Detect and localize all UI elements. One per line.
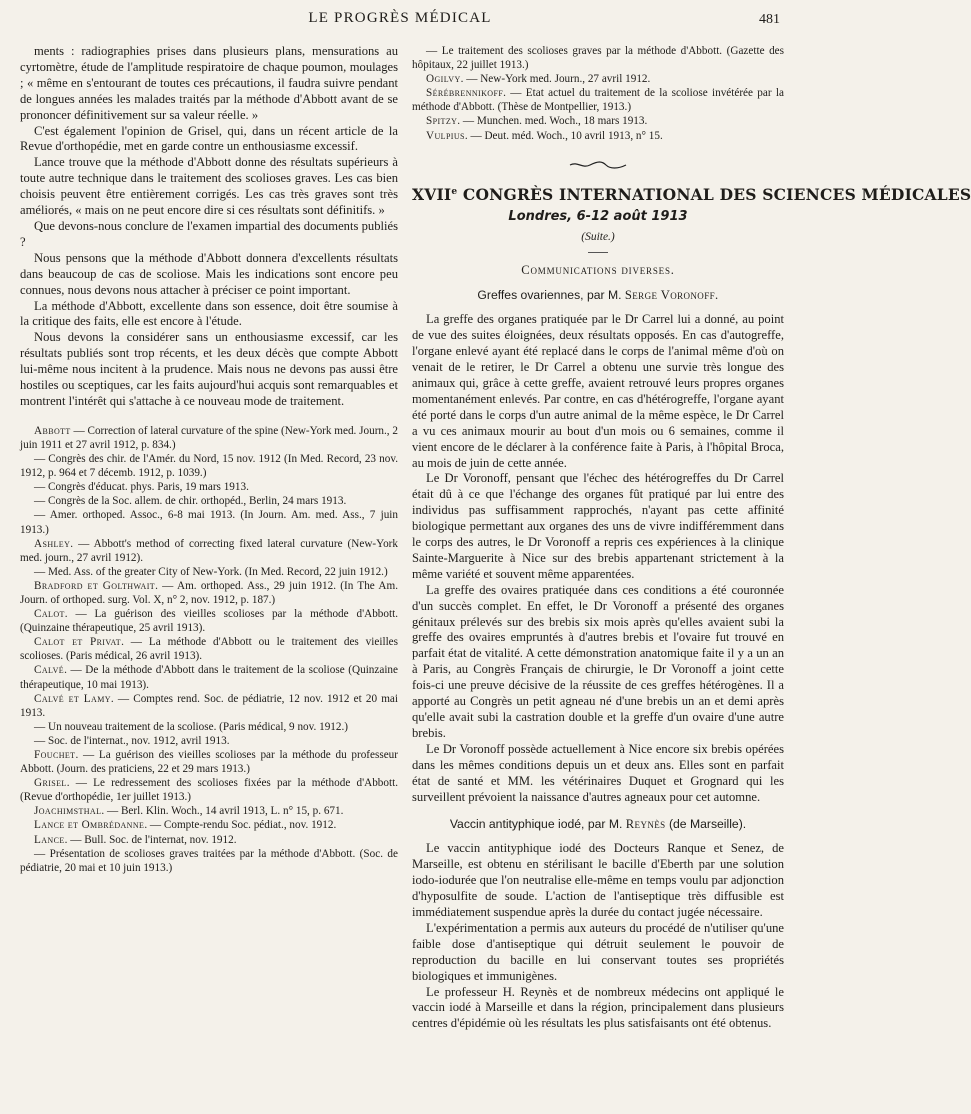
- reference-entry: [412, 114, 784, 128]
- reference-text: — Congrès d'éducat. phys. Paris, 19 mars 1913.: [34, 481, 249, 494]
- paragraph: La greffe des ovaires pratiquée dans ces conditions a été couronnée d'un succès complet. En effet, le Dr Voronoff a présenté des organes génitaux prélevés sur des brebis six mois après qu'elles avaient subi la greffe des ovaires empruntés à d'autres brebis et l'ovaire fut trouvé en parfait état de vitalité. A cette démonstration anatomique faite il y a un an à Paris, au Congrès Français de chirurgie, le Dr Voronoff a joint cette fois-ci une preuve décisive de la réussite de ces greffes hétérogènes. Il a apporté au Congrès un petit agneau né d'une brebis un an et demi après qu'elle avait subi la castration double et la greffe d'un ovaire d'une autre brebis.: [412, 582, 784, 740]
- reference-text: — Soc. de l'internat., nov. 1912, avril 1913.: [34, 734, 230, 747]
- reference-entry: [20, 748, 398, 776]
- reference-text: . — Deut. méd. Woch., 10 avril 1913, n° 15.: [464, 129, 663, 142]
- flourish-icon: [568, 159, 628, 171]
- reference-text: — Le traitement des scolioses graves par la méthode d'Abbott. (Gazette des hôpitaux, 22 juillet 1913.): [412, 45, 784, 72]
- reference-entry: [412, 129, 784, 143]
- reference-text: — Un nouveau traitement de la scoliose. (Paris médical, 9 nov. 1912.): [34, 720, 348, 733]
- reference-text: — Amer. orthoped. Assoc., 6-8 mai 1913. (In Journ. Am. med. Ass., 7 juin 1913.): [20, 509, 398, 536]
- reference-entry: [412, 86, 784, 114]
- suite-note: (Suite.): [581, 230, 615, 243]
- reference-author: Vulpius: [426, 129, 465, 142]
- reference-author: Ashley: [34, 537, 71, 550]
- reference-author: Calot et Privat: [34, 636, 122, 649]
- left-column: [20, 44, 398, 1104]
- reference-text: . — Bull. Soc. de l'internat, nov. 1912.: [64, 833, 237, 846]
- reference-text: . — La guérison des vieilles scolioses par la méthode d'Abbott. (Quinzaine thérapeutique, 25 avril 1913).: [20, 608, 398, 635]
- paragraph: Le vaccin antityphique iodé des Docteurs Ranque et Senez, de Marseille, est obtenu en stérilisant le bacille d'Eberth par une solution iodo-iodurée que l'on neutralise elle-même en temps voulu par adjonction d'hyposulfite de soude. L'action de l'antiseptique très diffusible est immédiatement suspendue après la durée du contact jugée nécessaire.: [412, 841, 784, 919]
- article-author: Serge Voronoff.: [624, 288, 719, 303]
- page-number: 481: [759, 12, 780, 27]
- paragraph: La greffe des organes pratiquée par le Dr Carrel lui a donné, au point de vue des suites éloignées, deux résultats opposés. En cas d'autogreffe, l'organe enlevé ayant été replacé dans le corps de l'animal même d'où on venait de le retirer, le Dr Carrel a obtenu une survie très longue des animaux qui, grâce à cette greffe, avaient retrouvé leurs propres organes momentanément enlevés. Par contre, en cas d'hétérogreffe, l'organe ayant été porté dans le corps d'un autre animal de la même espèce, le Dr Carrel a vu ces animaux mourir au bout d'un mois ou 6 semaines, comme il vient encore de le déclarer à la conférence faite à Paris, à l'hôpital Broca, au mois de juin de cette année.: [412, 312, 784, 470]
- reference-text: . — La méthode d'Abbott ou le traitement des vieilles scolioses. (Paris médical, 26 avril 1913).: [20, 636, 398, 663]
- reference-text: . — Comptes rend. Soc. de pédiatrie, 12 nov. 1912 et 20 mai 1913.: [20, 692, 398, 719]
- paragraph: L'expérimentation a permis aux auteurs du procédé de n'utiliser qu'une faible dose d'antiseptique qui détruit seulement le pouvoir de reproduction du bacille en lui conservant toutes ses propriétés biologiques et immunigènes.: [412, 920, 784, 983]
- reference-entry: [20, 720, 398, 734]
- paragraph: Nous pensons que la méthode d'Abbott donnera d'excellents résultats dans beaucoup de cas de scoliose. Mais les indications sont encore peu connues, nous devons nous attacher à préciser ce point important.: [20, 250, 398, 297]
- right-column: [412, 44, 971, 1104]
- paragraph: C'est également l'opinion de Grisel, qui, dans un récent article de la Revue d'orthopédie, met en garde contre un enthousiasme excessif.: [20, 123, 398, 154]
- reference-entry: [20, 833, 398, 847]
- reference-text: . — Abbott's method of correcting fixed lateral curvature (New-York med. journ., 27 avril 1912).: [20, 537, 398, 564]
- article-title-vaccin: [412, 817, 784, 833]
- reference-entry: [20, 494, 398, 508]
- reference-author: Ogilvy: [426, 73, 461, 86]
- bibliography-left: [20, 424, 398, 875]
- reference-author: Lance: [34, 833, 65, 846]
- reference-author: Abbott: [34, 424, 71, 437]
- article-title-greffes: [412, 288, 784, 304]
- reference-entry: [20, 635, 398, 663]
- paragraph: Le professeur H. Reynès et de nombreux médecins ont appliqué le vaccin iodé à Marseille et dans la région, principalement dans plusieurs centres d'épidémie où les résultats les plus satisfaisants ont été obtenus.: [412, 984, 784, 1031]
- reference-text: . — Compte-rendu Soc. pédiat., nov. 1912.: [144, 819, 337, 832]
- reference-entry: [20, 579, 398, 607]
- reference-author: Calvé et Lamy: [34, 692, 111, 705]
- reference-author: Calvé: [34, 664, 65, 677]
- reference-text: . — Munchen. med. Woch., 18 mars 1913.: [457, 115, 648, 128]
- reference-entry: [412, 72, 784, 86]
- reference-author: Spitzy: [426, 115, 458, 128]
- ornament-divider: [412, 159, 784, 173]
- paragraph: ments : radiographies prises dans plusieurs plans, mensurations au cyrtomètre, étude de l'amplitude respiratoire de chaque poumon, moulages ; « même en s'entourant de toutes ces précautions, il faudra suivre pendant de longues années les malades traités par la méthode d'Abbott avant de se prononcer définitivement sur sa valeur réelle. »: [20, 44, 398, 122]
- article-author-suffix: (de Marseille).: [665, 817, 747, 832]
- reference-text: . — Etat actuel du traitement de la scoliose invétérée par la méthode d'Abbott. (Thèse de Montpellier, 1913.): [412, 87, 784, 114]
- congress-title: CONGRÈS INTERNATIONAL DES SCIENCES MÉDICALES: [462, 184, 971, 204]
- reference-entry: [20, 692, 398, 720]
- reference-author: Lance et Ombrédanne: [34, 819, 145, 832]
- paragraph: Que devons-nous conclure de l'examen impartial des documents publiés ?: [20, 218, 398, 249]
- short-rule: [588, 252, 608, 253]
- reference-author: Grisel: [34, 777, 67, 790]
- reference-text: . — Am. orthoped. Ass., 29 juin 1912. (In The Am. Journ. of orthoped. surg. Vol. X, n° 2, nov. 1912, p. 187.): [20, 579, 399, 606]
- journal-title: LE PROGRÈS MÉDICAL: [308, 10, 492, 26]
- left-body: [20, 44, 398, 410]
- reference-text: — Med. Ass. of the greater City of New-York. (In Med. Record, 22 juin 1912.): [34, 565, 388, 578]
- reference-entry: [20, 818, 398, 832]
- paragraph: La méthode d'Abbott, excellente dans son essence, doit être soumise à la critique des faits, elle est encore à l'étude.: [20, 298, 398, 329]
- reference-entry: [20, 452, 398, 480]
- reference-text: — Congrès de la Soc. allem. de chir. orthopéd., Berlin, 24 mars 1913.: [34, 495, 347, 508]
- paragraph: Nous devons la considérer sans un enthousiasme excessif, car les résultats publiés sont trop récents, et les deux décès que compte Abbott lui-même nous incitent à la prudence. Mais nous ne devons pas aussi être hostiles ou sceptiques, car les faits aujourd'hui acquis sont remarquables et montrent l'intérêt qui s'attache à ce nouveau mode de traitement.: [20, 330, 398, 408]
- reference-author: Joachimsthal: [34, 805, 102, 818]
- section-heading: Communications diverses.: [521, 262, 675, 277]
- reference-entry: [20, 663, 398, 691]
- paragraph: Le Dr Voronoff possède actuellement à Nice encore six brebis opérées dans les mêmes conditions depuis un et deux ans. Elles sont en parfait état de santé et MM. les vétérinaires Duquet et Grognard qui les surveillent prévoient la naissance d'autres agneaux pour cet automne.: [412, 741, 784, 804]
- paragraph: Lance trouve que la méthode d'Abbott donne des résultats supérieurs à toute autre technique dans le traitement des scolioses graves. Les cas bien choisis peuvent être entièrement corrigés. Les cas très graves sont très améliorés, « mais on ne peut encore dire si ces résultats sont définitifs. »: [20, 155, 398, 218]
- paragraph: Le Dr Voronoff, pensant que l'échec des hétérogreffes du Dr Carrel était dû à ce que l'échange des organes fût pratiqué par lui entre des individus pas suffisamment rapprochés, n'ayant pas cette affinité biologique permettant aux organes des uns de vivre indifféremment dans le corps des autres, le Dr Voronoff a repris ces expériences à la clinique Sainte-Marguerite à Nice sur des brebis appartenant strictement à la même variété et souvent même apparentées.: [412, 471, 784, 581]
- article-title-text: Vaccin antityphique iodé, par M.: [449, 817, 623, 832]
- reference-text: . — Berl. Klin. Woch., 14 avril 1913, L. n° 15, p. 671.: [101, 805, 344, 818]
- reference-text: . — New-York med. Journ., 27 avril 1912.: [460, 73, 651, 86]
- reference-text: — Congrès des chir. de l'Amér. du Nord, 15 nov. 1912 (In Med. Record, 23 nov. 1912, p. 964 et 7 décemb. 1912, p. 1039.): [20, 453, 398, 480]
- reference-author: Bradford et Golthwait: [34, 579, 156, 592]
- article-title-text: Greffes ovariennes, par M.: [477, 288, 622, 303]
- reference-entry: [20, 424, 398, 452]
- congress-heading: [412, 184, 971, 204]
- reference-entry: [20, 480, 398, 494]
- reference-entry: [20, 734, 398, 748]
- running-header: [0, 0, 800, 40]
- reference-text: — Correction of lateral curvature of the spine (New-York med. Journ., 2 juin 1911 et 27 avril 1912, p. 834.): [20, 424, 398, 451]
- reference-text: . — La guérison des vieilles scolioses par la méthode du professeur Abbott. (Journ. des praticiens, 22 et 29 mars 1913.): [20, 749, 398, 776]
- congress-numeral-sup: e: [451, 186, 458, 197]
- congress-subtitle: Londres, 6-12 août 1913: [508, 208, 688, 224]
- bibliography-right: [412, 44, 784, 143]
- reference-author: Sérébrennikoff: [426, 87, 504, 100]
- article-body-greffes: [412, 312, 784, 805]
- article-body-vaccin: [412, 841, 784, 1032]
- reference-entry: [20, 847, 398, 875]
- reference-entry: [20, 565, 398, 579]
- reference-author: Fouchet: [34, 749, 76, 761]
- reference-entry: [20, 508, 398, 536]
- congress-numeral: XVII: [412, 184, 452, 204]
- reference-text: . — Le redressement des scolioses fixées par la méthode d'Abbott. (Revue d'orthopédie, 1er juillet 1913.): [20, 777, 398, 804]
- reference-entry: [20, 537, 398, 565]
- reference-entry: [20, 804, 398, 818]
- reference-entry: [20, 776, 398, 804]
- reference-text: . — De la méthode d'Abbott dans le traitement de la scoliose (Quinzaine thérapeutique, 10 mai 1913).: [20, 664, 398, 691]
- reference-entry: [20, 607, 398, 635]
- article-author: Reynès: [625, 817, 666, 832]
- reference-text: — Présentation de scolioses graves traitées par la méthode d'Abbott. (Soc. de pédiatrie, 20 mai et 10 juin 1913.): [20, 847, 398, 874]
- reference-entry: [412, 44, 784, 72]
- reference-author: Calot: [34, 608, 65, 621]
